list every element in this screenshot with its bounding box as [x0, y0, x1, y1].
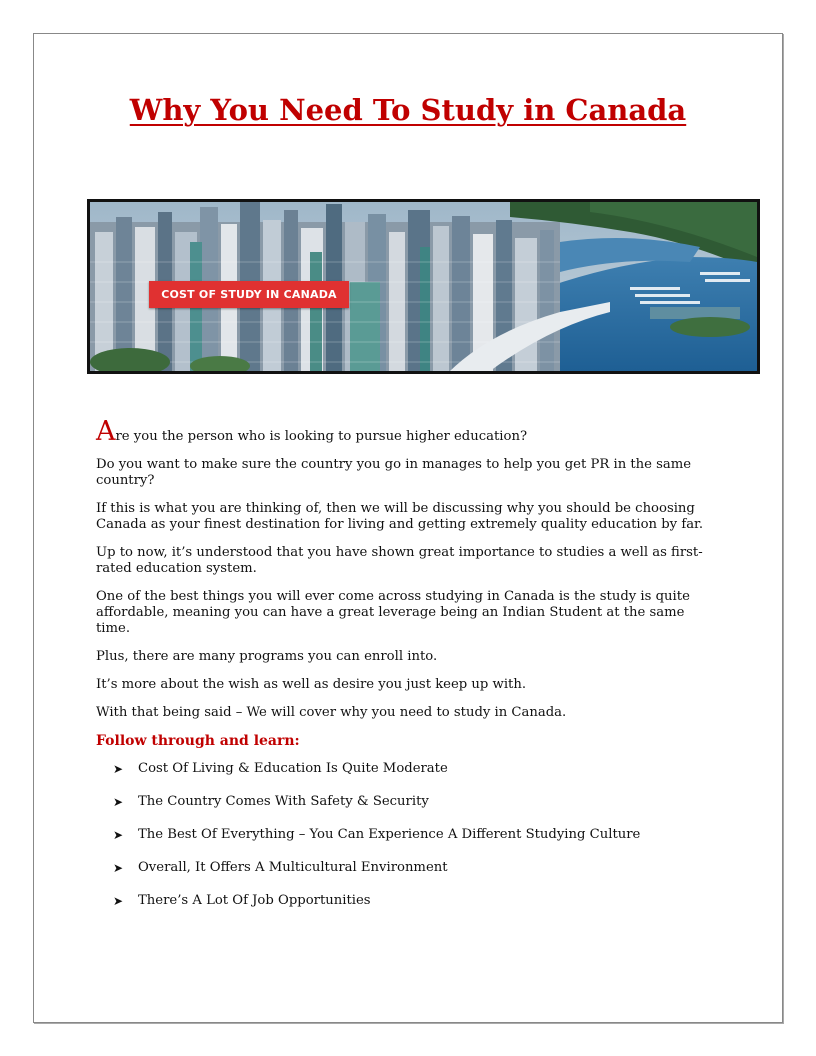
paragraph: If this is what you are thinking of, then we will be discussing why you should be choosing Canada as your finest destination for living and getting extremely quality education by far.	[96, 501, 704, 532]
paragraph: One of the best things you will ever come across studying in Canada is the study is quite affordable, meaning you can have a great leverage being an Indian Student at the same time.	[96, 589, 690, 636]
paragraph: With that being said – We will cover why you need to study in Canada.	[96, 705, 567, 720]
dropcap-letter: A	[96, 416, 116, 447]
list-item	[113, 893, 721, 909]
arrow-bullet-icon: ➤	[113, 762, 124, 776]
intro-text: re you the person who is looking to pursue higher education?	[115, 429, 528, 444]
reasons-list	[96, 761, 721, 909]
arrow-bullet-icon: ➤	[113, 828, 124, 842]
paragraph: Up to now, it’s understood that you have shown great importance to studies a well as first-rated education system.	[96, 545, 703, 576]
intro-paragraph	[96, 416, 721, 447]
page-title: Why You Need To Study in Canada	[129, 93, 687, 127]
list-item-text: The Country Comes With Safety & Security	[138, 794, 429, 809]
list-item	[113, 761, 721, 777]
list-item-text: Cost Of Living & Education Is Quite Moderate	[138, 761, 448, 776]
paragraph: Plus, there are many programs you can enroll into.	[96, 649, 438, 664]
arrow-bullet-icon: ➤	[113, 861, 124, 875]
list-item	[113, 827, 721, 843]
list-item-text: The Best Of Everything – You Can Experience A Different Studying Culture	[138, 827, 641, 842]
arrow-bullet-icon: ➤	[113, 894, 124, 908]
list-item	[113, 794, 721, 810]
hero-banner: COST OF STUDY IN CANADA	[149, 281, 349, 308]
paragraph: Do you want to make sure the country you go in manages to help you get PR in the same country?	[96, 457, 692, 488]
article-body	[96, 416, 721, 926]
hero-image	[87, 199, 760, 374]
list-item	[113, 860, 721, 876]
section-subheading: Follow through and learn:	[96, 733, 300, 749]
list-item-text: There’s A Lot Of Job Opportunities	[138, 893, 371, 908]
paragraph: It’s more about the wish as well as desire you just keep up with.	[96, 677, 527, 692]
list-item-text: Overall, It Offers A Multicultural Environment	[138, 860, 448, 875]
arrow-bullet-icon: ➤	[113, 795, 124, 809]
